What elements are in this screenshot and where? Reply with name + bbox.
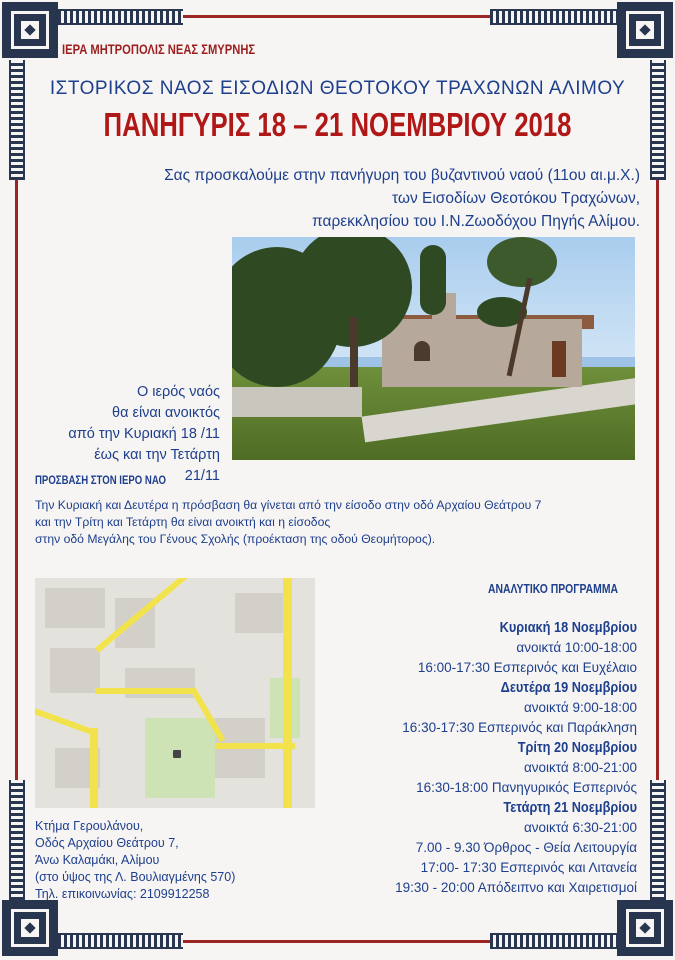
- frame-left-redline: [15, 180, 18, 780]
- frame-top-redline: [183, 15, 490, 18]
- corner-ornament-bottom-right: [617, 900, 673, 956]
- feast-title: ΠΑΝΗΓΥΡΙΣ 18 – 21 ΝΟΕΜΒΡΙΟΥ 2018: [103, 106, 572, 143]
- schedule-line: ανοικτά 9:00-18:00: [523, 700, 637, 715]
- day-title: Κυριακή 18 Νοεμβρίου: [499, 619, 637, 636]
- frame-right-redline: [656, 180, 659, 780]
- corner-ornament-top-right: [617, 2, 673, 58]
- access-line: Την Κυριακή και Δευτέρα η πρόσβαση θα γίνεται από την είσοδο στην οδό Αρχαίου Θεάτρου 7: [35, 498, 542, 512]
- schedule-line: 19:30 - 20:00 Απόδειπνο και Χαιρετισμοί: [395, 880, 637, 895]
- contact-phone: Τηλ. επικοινωνίας: 2109912258: [35, 887, 210, 901]
- access-line: και την Τρίτη και Τετάρτη θα είναι ανοικτή και η είσοδος: [35, 515, 331, 529]
- address-line: Άνω Καλαμάκι, Αλίμου: [35, 853, 160, 867]
- day-title: Τρίτη 20 Νοεμβρίου: [517, 739, 637, 756]
- program-heading: ΑΝΑΛΥΤΙΚΟ ΠΡΟΓΡΑΜΜΑ: [488, 581, 619, 596]
- address-line: (στο ύψος της Λ. Βουλιαγμένης 570): [35, 870, 236, 884]
- opening-note-line: Ο ιερός ναός: [136, 384, 220, 400]
- schedule-day: [317, 618, 637, 678]
- location-map: [35, 578, 315, 808]
- schedule-line: 16:30-17:30 Εσπερινός και Παράκληση: [402, 720, 637, 735]
- access-line: στην οδό Μεγάλης του Γένους Σχολής (προέκταση της οδού Θεομήτορος).: [35, 532, 436, 546]
- schedule-day: [317, 678, 637, 738]
- opening-note-line: έως και την Τετάρτη 21/11: [94, 447, 220, 484]
- day-title: Δευτέρα 19 Νοεμβρίου: [500, 679, 637, 696]
- schedule-line: 17:00- 17:30 Εσπερινός και Λιτανεία: [420, 860, 637, 875]
- schedule-day: [317, 798, 637, 898]
- access-text: [35, 497, 645, 548]
- frame-top-band: [58, 9, 183, 25]
- frame-right-band-low: [650, 780, 666, 900]
- frame-bottom-band: [58, 933, 183, 949]
- schedule-day: [317, 738, 637, 798]
- corner-ornament-top-left: [2, 2, 58, 58]
- address-line: Κτήμα Γερουλάνου,: [35, 819, 144, 833]
- schedule-line: 16:30-18:00 Πανηγυρικός Εσπερινός: [416, 780, 637, 795]
- address-block: [35, 818, 235, 903]
- church-title: ΙΣΤΟΡΙΚΟΣ ΝΑΟΣ ΕΙΣΟΔΙΩΝ ΘΕΟΤΟΚΟΥ ΤΡΑΧΩΝΩΝ ΑΛΙΜΟΥ: [49, 78, 626, 99]
- schedule-line: 7.00 - 9.30 Όρθρος - Θεία Λειτουργία: [415, 840, 637, 855]
- schedule-line: ανοικτά 6:30-21:00: [523, 820, 637, 835]
- frame-top-band-right: [490, 9, 618, 25]
- schedule-line: 16:00-17:30 Εσπερινός και Ευχέλαιο: [417, 660, 637, 675]
- invitation-line: παρεκκλησίου του Ι.Ν.Ζωοδόχου Πηγής Αλίμου.: [312, 213, 640, 230]
- schedule-line: ανοικτά 8:00-21:00: [523, 760, 637, 775]
- opening-note-line: θα είναι ανοικτός: [112, 405, 220, 421]
- schedule: [317, 618, 637, 898]
- corner-ornament-bottom-left: [2, 900, 58, 956]
- opening-note: [60, 382, 220, 487]
- invitation-line: Σας προσκαλούμε στην πανήγυρη του βυζαντινού ναού (11ου αι.μ.Χ.): [164, 167, 640, 184]
- metropolis-heading: ΙΕΡΑ ΜΗΤΡΟΠΟΛΙΣ ΝΕΑΣ ΣΜΥΡΝΗΣ: [62, 41, 256, 57]
- address-line: Οδός Αρχαίου Θεάτρου 7,: [35, 836, 179, 850]
- church-photo: [232, 237, 635, 460]
- frame-bottom-redline: [183, 940, 490, 943]
- opening-note-line: από την Κυριακή 18 /11: [68, 426, 220, 442]
- access-heading: ΠΡΟΣΒΑΣΗ ΣΤΟΝ ΙΕΡΟ ΝΑΟ: [35, 473, 166, 487]
- frame-bottom-band-right: [490, 933, 618, 949]
- day-title: Τετάρτη 21 Νοεμβρίου: [503, 799, 637, 816]
- schedule-line: ανοικτά 10:00-18:00: [516, 640, 637, 655]
- frame-left-band-low: [9, 780, 25, 900]
- invitation-text: [40, 164, 640, 233]
- invitation-line: των Εισοδίων Θεοτόκου Τραχώνων,: [391, 190, 640, 207]
